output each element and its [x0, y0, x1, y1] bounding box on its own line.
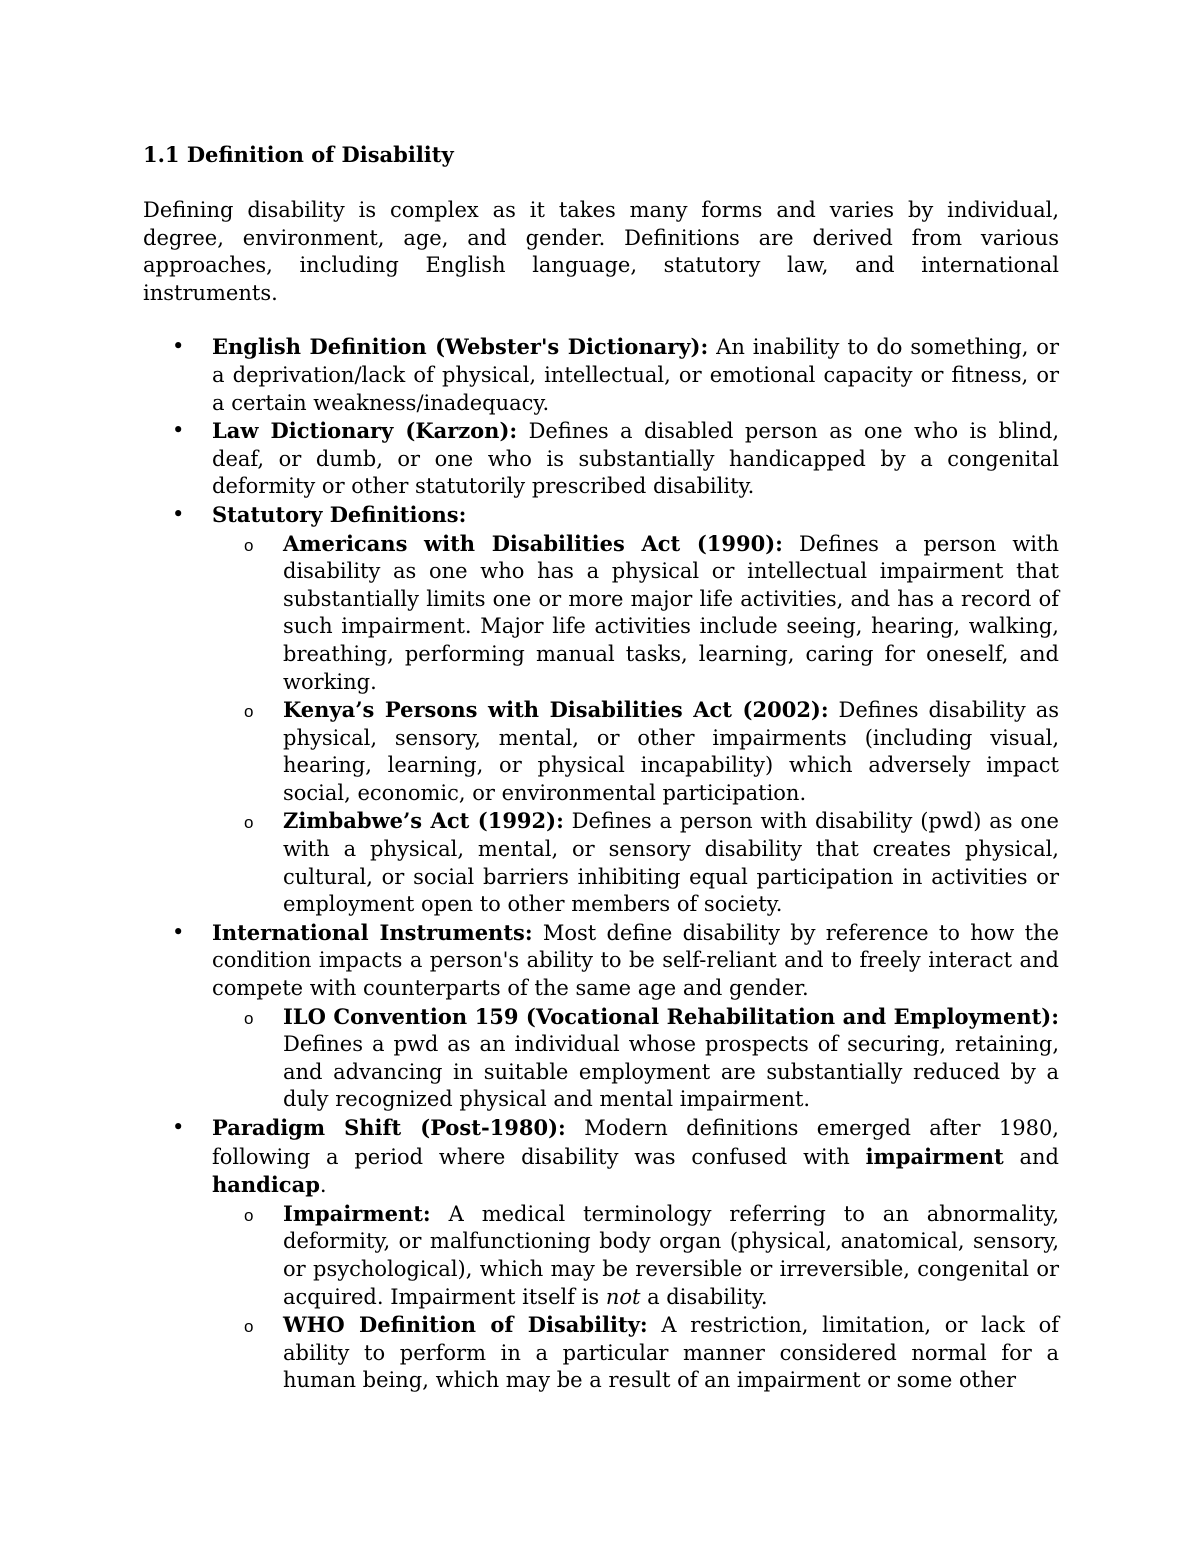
bullet-icon: •: [172, 1115, 185, 1139]
sub-item-who-definition: [212, 1311, 1059, 1395]
sub-item-impairment: [212, 1200, 1059, 1311]
list-item-statutory-definitions: [143, 501, 1059, 919]
sub-item-title: Kenya’s Persons with Disabilities Act (2002):: [283, 697, 829, 723]
sub-bullet-icon: o: [244, 702, 254, 722]
sub-item-title: Zimbabwe’s Act (1992):: [283, 808, 564, 834]
sub-bullet-icon: o: [244, 1317, 254, 1337]
sub-item-title: Impairment:: [283, 1200, 431, 1226]
sub-item-ada: [212, 530, 1059, 697]
bullet-icon: •: [172, 919, 185, 944]
sub-item-italic: not: [605, 1284, 641, 1309]
sub-item-text: Defines disability as physical, sensory, mental, or other impairments (including visual, hearing, learning, or physical incapability) which adversely impact social, economic, or environmental participation.: [283, 698, 1059, 805]
sub-list: [212, 1003, 1059, 1114]
item-title: English Definition (Webster's Dictionary):: [212, 334, 709, 360]
bullet-icon: •: [172, 334, 185, 359]
list-item-law-dictionary: [143, 417, 1059, 501]
section-heading: 1.1 Definition of Disability: [143, 142, 454, 167]
item-title: Paradigm Shift (Post-1980):: [212, 1115, 566, 1140]
bullet-icon: •: [172, 418, 185, 443]
sub-bullet-icon: o: [244, 1205, 254, 1225]
list-item-paradigm-shift: [143, 1114, 1059, 1395]
sub-item-text: A medical terminology referring to an abnormality, deformity, or malfunctioning body organ (physical, anatomical, sensory, or psychological), which may be reversible or irreversible, congenital or acquired. Impairment itself is: [283, 1201, 1059, 1309]
list-item-international-instruments: [143, 919, 1059, 1114]
sub-item-text: Defines a person with disability as one who has a physical or intellectual impairment that substantially limits one or more major life activities, and has a record of such impairment. Major life activities include seeing, hearing, walking, breathing, performing manual tasks, learning, caring for oneself, and working.: [283, 531, 1059, 694]
bullet-icon: •: [172, 501, 185, 526]
sub-bullet-icon: o: [244, 813, 254, 833]
item-title: Statutory Definitions:: [212, 501, 467, 527]
document-page: [143, 140, 1059, 1395]
item-text: .: [319, 1173, 327, 1198]
item-bold-term: impairment: [865, 1143, 1004, 1169]
sub-item-text: Defines a pwd as an individual whose prospects of securing, retaining, and advancing in suitable employment are substantially reduced by a duly recognized physical and mental impairment.: [283, 1032, 1059, 1112]
item-title: Law Dictionary (Karzon):: [212, 418, 518, 444]
sub-item-text: a disability.: [640, 1284, 768, 1309]
definition-list: [143, 333, 1059, 1395]
item-text: Most define disability by reference to how the condition impacts a person's ability to be self-reliant and to freely interact and compete with counterparts of the same age and gender.: [212, 920, 1060, 1001]
sub-item-text: A restriction, limitation, or lack of ability to perform in a particular manner considered normal for a human being, which may be a result of an impairment or some other: [283, 1313, 1059, 1393]
item-text: An inability to do something, or a deprivation/lack of physical, intellectual, or emotional capacity or fitness, or a certain weakness/inadequacy.: [212, 335, 1059, 415]
item-text: and: [1003, 1144, 1059, 1169]
sub-bullet-icon: o: [244, 535, 254, 555]
sub-item-kenya-act: [212, 696, 1059, 807]
item-title: International Instruments:: [212, 919, 533, 945]
intro-paragraph: Defining disability is complex as it takes many forms and varies by individual, degree, environment, age, and gender. Definitions are derived from various approaches, including English language, statutory law, and international instruments.: [143, 198, 1059, 305]
item-text: Defines a disabled person as one who is blind, deaf, or dumb, or one who is substantially handicapped by a congenital deformity or other statutorily prescribed disability.: [212, 419, 1059, 499]
list-item-english-definition: [143, 333, 1059, 417]
sub-item-zimbabwe-act: [212, 807, 1059, 918]
sub-list: [212, 1200, 1059, 1395]
item-text: Modern definitions emerged after 1980, following a period where disability was confused with: [212, 1116, 1059, 1169]
sub-list: [212, 530, 1059, 919]
sub-item-text: Defines a person with disability (pwd) as one with a physical, mental, or sensory disability that creates physical, cultural, or social barriers inhibiting equal participation in activities or employment open to other members of society.: [283, 809, 1059, 917]
sub-item-ilo-convention: [212, 1003, 1059, 1114]
sub-item-title: WHO Definition of Disability:: [283, 1312, 648, 1338]
item-bold-term: handicap: [212, 1172, 320, 1198]
sub-bullet-icon: o: [244, 1008, 254, 1028]
sub-item-title: Americans with Disabilities Act (1990):: [283, 530, 783, 556]
sub-item-title: ILO Convention 159 (Vocational Rehabilitation and Employment):: [283, 1003, 1059, 1029]
